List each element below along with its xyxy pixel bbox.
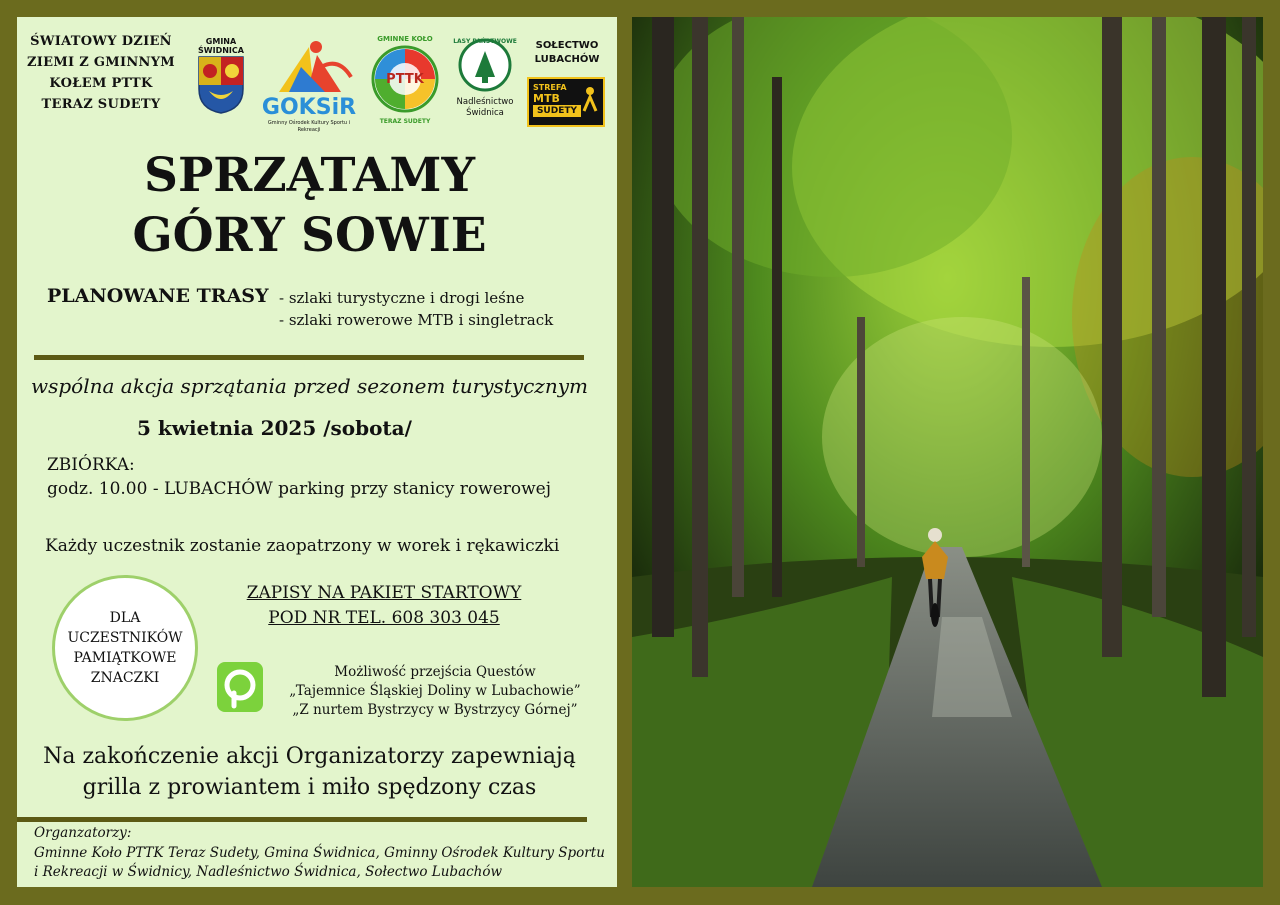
gmina-swidnica-logo [195, 37, 247, 117]
strefa-text: SUDETY [533, 105, 581, 117]
main-title-line: SPRZĄTAMY [144, 148, 475, 203]
strefa-text: STREFA [533, 83, 567, 92]
event-header-line: TERAZ SUDETY [41, 97, 161, 112]
badge-line: ZNACZKI [90, 670, 160, 686]
route-item: - szlaki turystyczne i drogi leśne [279, 289, 525, 307]
event-header-line: ŚWIATOWY DZIEŃ [30, 34, 172, 49]
solectwo-text: LUBACHÓW [534, 54, 600, 65]
lasy-text: Świdnica [466, 108, 504, 118]
divider [34, 355, 584, 360]
badge-line: DLA [109, 610, 141, 626]
quest-q-icon [217, 662, 263, 712]
pttk-top-text: GMINNE KOŁO [377, 35, 433, 43]
organizers-line: Gminne Koło PTTK Teraz Sudety, Gmina Świdnica, Gminny Ośrodek Kultury Sportu [34, 845, 605, 861]
joint-action-text: wspólna akcja sprzątania przed sezonem turystycznym [31, 374, 588, 398]
cyclist-icon [580, 85, 600, 115]
badge-line: UCZESTNIKÓW [67, 630, 183, 646]
pttk-logo [369, 35, 441, 129]
closing-line: Na zakończenie akcji Organizatorzy zapewniają [43, 744, 576, 769]
lasy-text: Nadleśnictwo [456, 97, 514, 107]
main-title-line: GÓRY SOWIE [132, 208, 487, 263]
closing-line: grilla z prowiantem i miło spędzony czas [82, 775, 537, 800]
badge-line: PAMIĄTKOWE [73, 650, 177, 666]
forest-emblem-icon [449, 37, 521, 93]
goksir-emblem-icon [259, 37, 359, 92]
pttk-center-text: PTTK [386, 72, 424, 87]
quest-line: „Tajemnice Śląskiej Doliny w Lubachowie” [289, 683, 581, 699]
lasy-ring-text: LASY PAŃSTWOWE [453, 38, 517, 45]
solectwo-label [522, 39, 612, 69]
gathering-label: ZBIÓRKA: [47, 455, 135, 475]
event-header-line: KOŁEM PTTK [49, 76, 153, 91]
gathering-details: godz. 10.00 - LUBACHÓW parking przy stanicy rowerowej [47, 479, 551, 499]
gmina-logo-text: GMINA [205, 37, 237, 46]
organizers-line: i Rekreacji w Świdnicy, Nadleśnictwo Świdnica, Sołectwo Lubachów [34, 864, 503, 880]
strefa-mtb-logo [527, 77, 605, 127]
event-header-line: ZIEMI Z GMINNYM [26, 55, 175, 70]
event-date: 5 kwietnia 2025 /sobota/ [137, 416, 412, 440]
lasy-panstwowe-logo [449, 37, 521, 132]
event-header [21, 31, 181, 115]
signup-line: ZAPISY NA PAKIET STARTOWY [246, 583, 522, 603]
quest-line: Możliwość przejścia Questów [334, 664, 536, 680]
gmina-logo-text: ŚWIDNICA [198, 46, 244, 55]
forest-photo [632, 17, 1263, 887]
badge-circle [52, 575, 198, 721]
quest-line: „Z nurtem Bystrzycy w Bystrzycy Górnej” [292, 702, 578, 718]
goksir-caption: Gminny Ośrodek Kultury Sportu i Rekreacji [267, 120, 351, 133]
equipment-text: Każdy uczestnik zostanie zaopatrzony w worek i rękawiczki [45, 536, 560, 556]
goksir-name: GOKSiR [261, 95, 357, 120]
route-item: - szlaki rowerowe MTB i singletrack [279, 311, 554, 329]
coat-of-arms-icon [195, 55, 247, 115]
pttk-bottom-text: TERAZ SUDETY [379, 118, 431, 125]
poster-info-panel [17, 17, 617, 887]
organizers-label: Organzatorzy: [34, 825, 132, 841]
solectwo-text: SOŁECTWO [535, 40, 599, 51]
routes-heading: PLANOWANE TRASY [47, 285, 269, 307]
divider [17, 817, 587, 822]
goksir-logo [259, 37, 359, 132]
quest-app-icon [217, 662, 263, 712]
strefa-text: MTB [533, 92, 560, 105]
signup-phone: POD NR TEL. 608 303 045 [268, 608, 500, 628]
forest-road-image [632, 17, 1263, 887]
